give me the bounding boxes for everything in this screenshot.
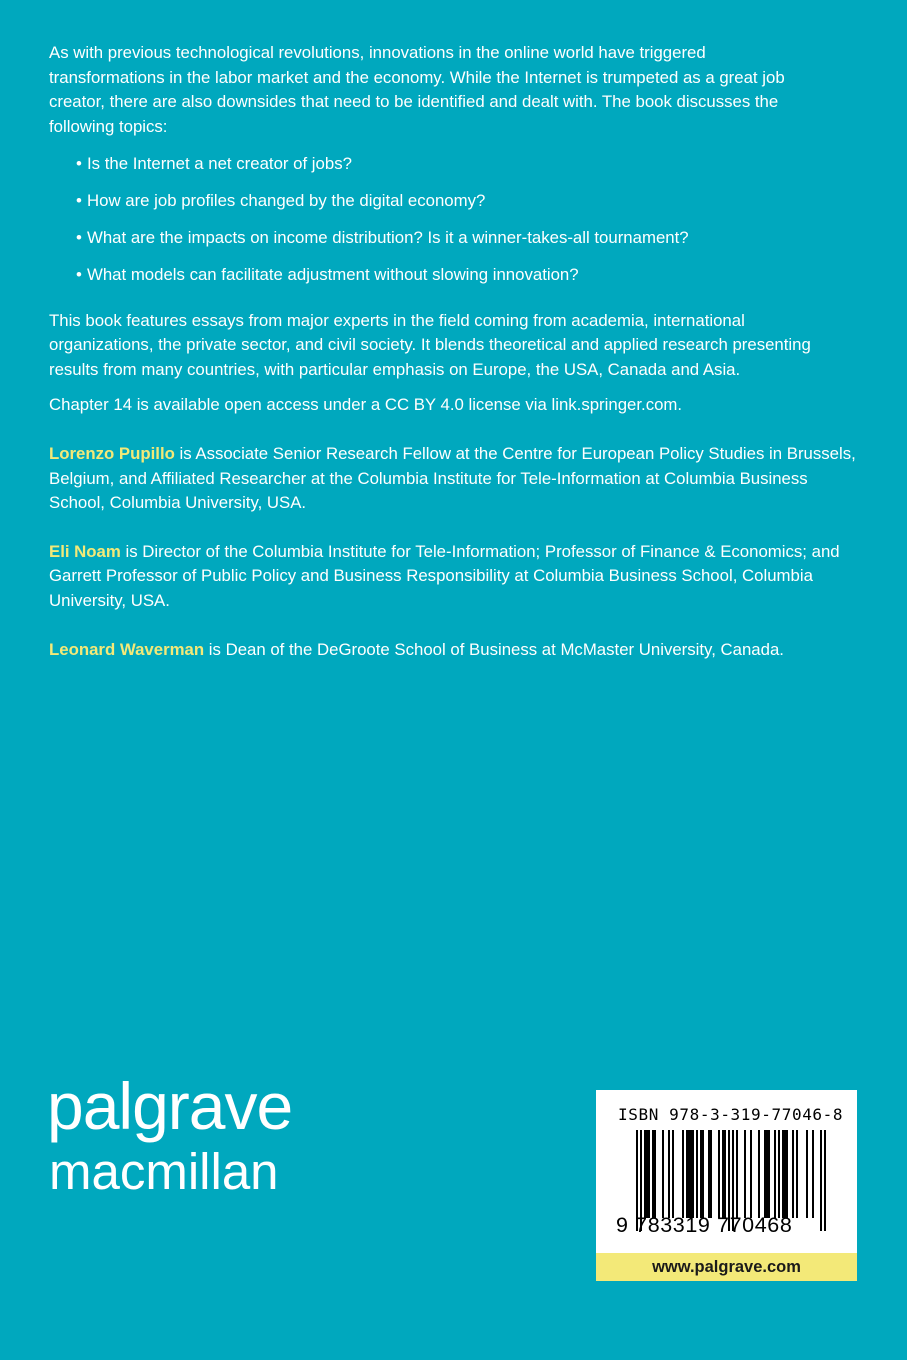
barcode-bar — [646, 1130, 648, 1218]
barcode-digits: 9 783319 770468 — [616, 1213, 793, 1237]
topic-text: What models can facilitate adjustment without slowing innovation? — [87, 265, 579, 285]
bullet-icon: • — [76, 191, 82, 211]
logo-word-macmillan: macmillan — [49, 1143, 279, 1200]
barcode-bar — [648, 1130, 650, 1218]
features-paragraph: This book features essays from major experts in the field coming from academia, international organizations, the private sector, and civil society. It blends theoretical and applied research presenting results from many countries, with particular emphasis on Europe, the USA, Canada and Asia. — [49, 310, 811, 379]
blurb-text — [49, 41, 864, 662]
author-bio — [49, 442, 864, 516]
website-link[interactable]: www.palgrave.com — [652, 1258, 801, 1276]
publisher-logo — [47, 1068, 337, 1198]
barcode-bar — [662, 1130, 664, 1218]
open-access-note: Chapter 14 is available open access under a CC BY 4.0 license via link.springer.com. — [49, 395, 683, 415]
barcode-bar — [744, 1130, 746, 1218]
author-bio-text: is Associate Senior Research Fellow at the Centre for European Policy Studies in Brussels, Belgium, and Affiliated Researcher at the Columbia Institute for Tele-Information at Columbia Business School, Columbia University, USA. — [49, 444, 856, 513]
topic-text: Is the Internet a net creator of jobs? — [87, 154, 352, 174]
barcode-bar — [758, 1130, 760, 1218]
isbn-label: ISBN 978-3-319-77046-8 — [618, 1105, 844, 1124]
barcode-bar — [718, 1130, 720, 1218]
author-name: Eli Noam — [49, 541, 121, 561]
barcode-bar — [786, 1130, 788, 1218]
isbn-barcode-panel — [596, 1090, 857, 1281]
author-name: Leonard Waverman — [49, 639, 205, 659]
barcode-bar — [700, 1130, 702, 1218]
barcode-bar — [766, 1130, 768, 1218]
barcode-bar — [702, 1130, 704, 1218]
barcode-bar — [750, 1130, 752, 1218]
barcode-bar — [782, 1130, 784, 1218]
barcode-bar — [820, 1130, 822, 1231]
author-bio-text: is Dean of the DeGroote School of Business at McMaster University, Canada. — [204, 639, 784, 659]
barcode-bar — [724, 1130, 726, 1218]
barcode-bar — [692, 1130, 694, 1218]
author-name: Lorenzo Pupillo — [49, 444, 175, 464]
topic-text: What are the impacts on income distribution? Is it a winner-takes-all tournament? — [87, 228, 689, 248]
barcode-bar — [824, 1130, 826, 1231]
barcode-bar — [708, 1130, 710, 1218]
barcode-bar — [806, 1130, 808, 1218]
topics-list — [49, 152, 864, 287]
barcode-bar — [672, 1130, 674, 1218]
barcode-bar — [722, 1130, 724, 1218]
intro-paragraph: As with previous technological revolutions, innovations in the online world have triggered transformations in the labor market and the economy. While the Internet is trumpeted as a great job creator, there are also downsides that need to be identified and dealt with. The book discusses the following topics: — [49, 43, 785, 136]
author-bio-text: is Director of the Columbia Institute for Tele-Information; Professor of Finance & Economics; and Garrett Professor of Public Policy and Business Responsibility at Columbia Business School, Columbia University, USA. — [49, 541, 840, 610]
logo-word-palgrave: palgrave — [47, 1069, 293, 1143]
barcode-bar — [654, 1130, 656, 1218]
website-strip — [596, 1253, 857, 1281]
topic-item — [76, 189, 864, 214]
barcode-bar — [686, 1130, 688, 1218]
topic-item — [76, 263, 864, 288]
barcode-bar — [792, 1130, 794, 1218]
barcode-bar — [696, 1130, 698, 1218]
barcode-bar — [812, 1130, 814, 1218]
barcode-bar — [690, 1130, 692, 1218]
bullet-icon: • — [76, 154, 82, 174]
topic-item — [76, 152, 864, 177]
barcode-bar — [768, 1130, 770, 1218]
barcode-bar — [688, 1130, 690, 1218]
barcode-bar — [784, 1130, 786, 1218]
barcode-bar — [764, 1130, 766, 1218]
topic-item — [76, 226, 864, 251]
bullet-icon: • — [76, 265, 82, 285]
barcode-bar — [736, 1130, 738, 1218]
bullet-icon: • — [76, 228, 82, 248]
barcode-bar — [710, 1130, 712, 1218]
barcode-bar — [774, 1130, 776, 1218]
author-bio — [49, 540, 864, 614]
barcode-bar — [652, 1130, 654, 1218]
barcode-bar — [778, 1130, 780, 1218]
barcode-bar — [682, 1130, 684, 1218]
author-bio — [49, 638, 864, 663]
barcode-bar — [644, 1130, 646, 1218]
barcode-bar — [668, 1130, 670, 1218]
topic-text: How are job profiles changed by the digital economy? — [87, 191, 486, 211]
barcode-bar — [796, 1130, 798, 1218]
